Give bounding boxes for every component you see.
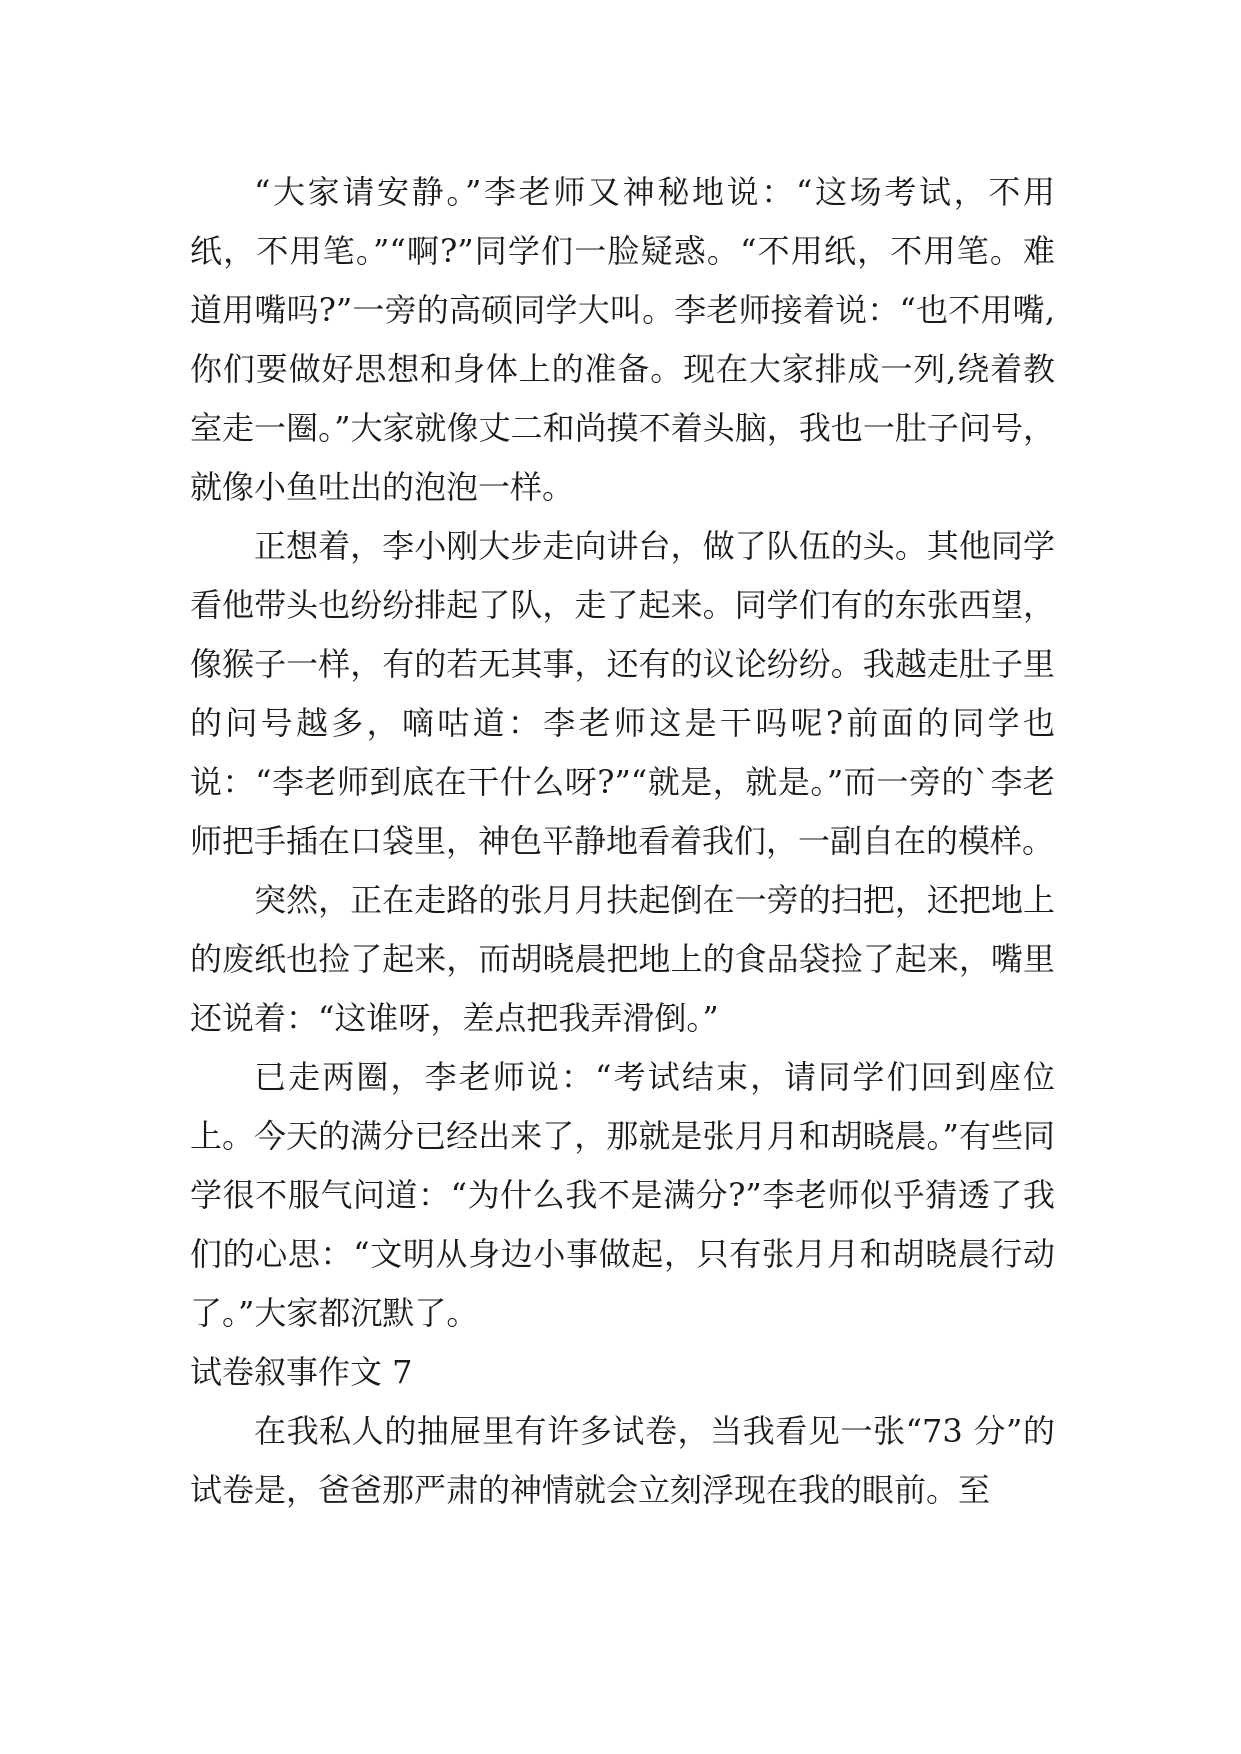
paragraph-1: “大家请安静。”李老师又神秘地说：“这场考试，不用纸，不用笔。”“啊?”同学们一脸疑惑。“不用纸，不用笔。难道用嘴吗?”一旁的高硕同学大叫。李老师接着说：“也不用嘴,你们要做好思想和身体上的准备。现在大家排成一列,绕着教室走一圈。”大家就像丈二和尚摸不着头脑，我也一肚子问号，就像小鱼吐出的泡泡一样。 — [190, 173, 1055, 506]
paragraph-5: 在我私人的抽屉里有许多试卷，当我看见一张“73 分”的试卷是，爸爸那严肃的神情就会立刻浮现在我的眼前。至 — [190, 1412, 1055, 1509]
section-heading: 试卷叙事作文 7 — [190, 1353, 413, 1391]
document-body — [190, 163, 1055, 1520]
paragraph-2: 正想着，李小刚大步走向讲台，做了队伍的头。其他同学看他带头也纷纷排起了队，走了起来。同学们有的东张西望，像猴子一样，有的若无其事，还有的议论纷纷。我越走肚子里的问号越多，嘀咕道：李老师这是干吗呢?前面的同学也说：“李老师到底在干什么呀?”“就是，就是。”而一旁的`李老师把手插在口袋里，神色平静地看着我们，一副自在的模样。 — [190, 527, 1055, 860]
paragraph-4: 已走两圈，李老师说：“考试结束，请同学们回到座位上。今天的满分已经出来了，那就是张月月和胡晓晨。”有些同学很不服气问道：“为什么我不是满分?”李老师似乎猜透了我们的心思：“文明从身边小事做起，只有张月月和胡晓晨行动了。”大家都沉默了。 — [190, 1058, 1055, 1332]
paragraph-3: 突然，正在走路的张月月扶起倒在一旁的扫把，还把地上的废纸也捡了起来，而胡晓晨把地上的食品袋捡了起来，嘴里还说着：“这谁呀，差点把我弄滑倒。” — [190, 881, 1055, 1037]
